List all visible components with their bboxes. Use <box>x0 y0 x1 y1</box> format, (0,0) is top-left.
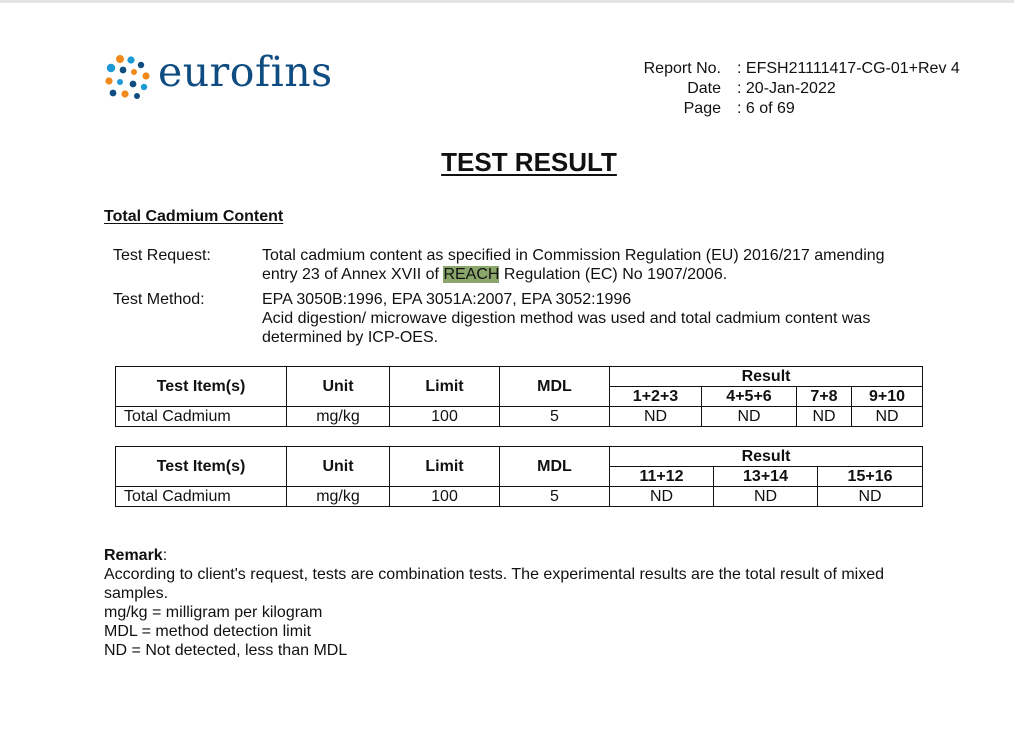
header-result: Result <box>610 447 923 467</box>
report-no-row <box>600 59 960 79</box>
header-test-item: Test Item(s) <box>116 447 287 487</box>
result-col-header: 9+10 <box>852 387 923 407</box>
test-request-text <box>262 246 922 284</box>
page-row <box>600 99 960 119</box>
cell-mdl: 5 <box>500 407 610 427</box>
result-col-header: 15+16 <box>818 467 923 487</box>
result-col-header: 7+8 <box>797 387 852 407</box>
remark-line: mg/kg = milligram per kilogram <box>104 604 323 621</box>
date-value: : 20-Jan-2022 <box>737 80 836 97</box>
header-unit: Unit <box>287 447 390 487</box>
report-no-value: : EFSH21111417-CG-01+Rev 4 <box>737 60 960 77</box>
header-result: Result <box>610 367 923 387</box>
header-limit: Limit <box>390 447 500 487</box>
report-meta <box>600 59 960 119</box>
result-col-header: 1+2+3 <box>610 387 702 407</box>
remark-line: According to client's request, tests are combination tests. The experimental results are the total result of mixed samples. <box>104 566 885 602</box>
eurofins-logo <box>104 50 344 106</box>
test-method-text <box>262 290 922 347</box>
cell-result: ND <box>610 487 714 507</box>
result-col-header: 13+14 <box>714 467 818 487</box>
result-table-1 <box>115 366 923 427</box>
header-mdl: MDL <box>500 447 610 487</box>
eurofins-dots-icon <box>104 54 154 104</box>
test-request-text-after: Regulation (EC) No 1907/2006. <box>499 266 728 283</box>
cell-mdl: 5 <box>500 487 610 507</box>
cell-unit: mg/kg <box>287 407 390 427</box>
cell-result: ND <box>797 407 852 427</box>
table-row <box>116 487 923 507</box>
result-col-header: 4+5+6 <box>702 387 797 407</box>
result-col-header: 11+12 <box>610 467 714 487</box>
report-no-label: Report No. <box>643 60 721 77</box>
cell-result: ND <box>852 407 923 427</box>
table-row <box>116 407 923 427</box>
remark-heading: Remark <box>104 547 163 564</box>
header-test-item: Test Item(s) <box>116 367 287 407</box>
cell-test-item: Total Cadmium <box>116 407 287 427</box>
test-request-text-before: Total cadmium content as specified in Commission Regulation (EU) 2016/217 amending entry 23 of Annex XVII of <box>262 247 885 283</box>
remark-block <box>104 546 934 660</box>
test-method-label: Test Method: <box>113 291 205 308</box>
header-unit: Unit <box>287 367 390 407</box>
page-value: : 6 of 69 <box>737 100 795 117</box>
date-row <box>600 79 960 99</box>
result-table-2 <box>115 446 923 507</box>
test-request-label: Test Request: <box>113 247 211 264</box>
remark-line: MDL = method detection limit <box>104 623 312 640</box>
remark-colon: : <box>162 547 168 564</box>
remark-line: ND = Not detected, less than MDL <box>104 642 348 659</box>
page-label: Page <box>683 100 721 117</box>
section-heading: Total Cadmium Content <box>104 208 284 225</box>
test-method-line1: EPA 3050B:1996, EPA 3051A:2007, EPA 3052:1996 <box>262 291 632 308</box>
date-label: Date <box>687 80 721 97</box>
cell-limit: 100 <box>390 407 500 427</box>
cell-test-item: Total Cadmium <box>116 487 287 507</box>
cell-unit: mg/kg <box>287 487 390 507</box>
page-title: TEST RESULT <box>441 147 617 177</box>
cell-limit: 100 <box>390 487 500 507</box>
top-border <box>0 0 1014 3</box>
eurofins-wordmark: eurofins <box>158 48 333 96</box>
header-limit: Limit <box>390 367 500 407</box>
cell-result: ND <box>610 407 702 427</box>
cell-result: ND <box>818 487 923 507</box>
reach-highlight: REACH <box>443 266 500 283</box>
test-method-line2: Acid digestion/ microwave digestion method was used and total cadmium content was determined by ICP-OES. <box>262 310 871 346</box>
cell-result: ND <box>714 487 818 507</box>
header-mdl: MDL <box>500 367 610 407</box>
cell-result: ND <box>702 407 797 427</box>
